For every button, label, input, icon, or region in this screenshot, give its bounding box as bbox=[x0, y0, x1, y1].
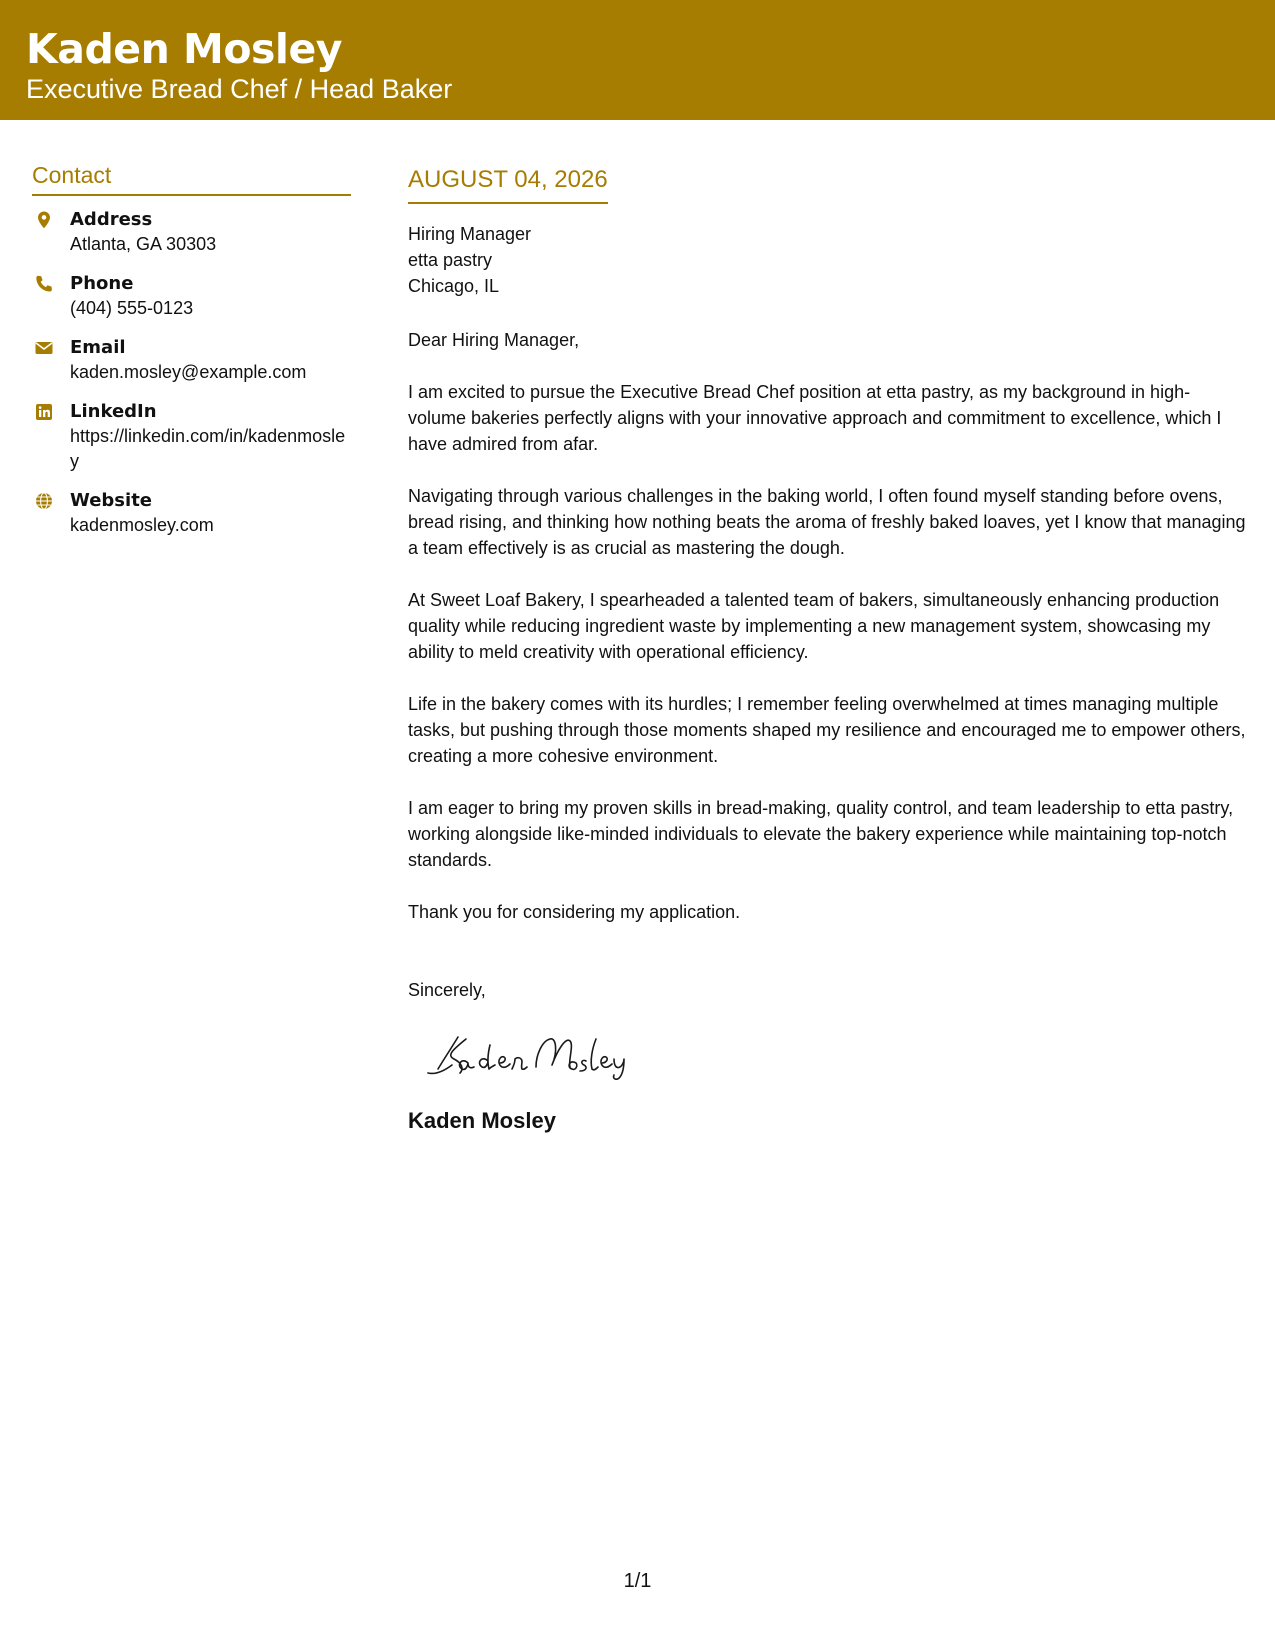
globe-icon bbox=[34, 491, 54, 511]
contact-label: Phone bbox=[70, 273, 134, 294]
envelope-icon bbox=[34, 338, 54, 358]
paragraph: I am excited to pursue the Executive Bread Chef position at etta pastry, as my background in high-volume bakeries perfectly aligns with your innovative approach and commitment to excellence, which I have admired from afar. bbox=[408, 382, 1222, 454]
contact-value: (404) 555-0123 bbox=[70, 298, 194, 318]
contact-label: Email bbox=[70, 337, 126, 358]
paragraph: Life in the bakery comes with its hurdles; I remember feeling overwhelmed at times managing multiple tasks, but pushing through those moments shaped my resilience and encouraged me to empower others, creating a more cohesive environment. bbox=[408, 694, 1246, 766]
closing: Sincerely, bbox=[408, 980, 486, 1000]
contact-label: Address bbox=[70, 209, 153, 230]
contact-value: kadenmosley.com bbox=[70, 515, 214, 535]
contact-sidebar bbox=[32, 160, 352, 553]
contact-value: https://linkedin.com/in/kadenmosley bbox=[70, 426, 346, 471]
contact-linkedin bbox=[32, 400, 352, 474]
letter-body bbox=[408, 164, 1248, 1135]
candidate-name: Kaden Mosley bbox=[26, 25, 343, 73]
contact-value: kaden.mosley@example.com bbox=[70, 362, 307, 382]
salutation: Dear Hiring Manager, bbox=[408, 330, 580, 350]
page-number: 1/1 bbox=[623, 1570, 652, 1592]
recipient-company: etta pastry bbox=[408, 250, 493, 270]
recipient-location: Chicago, IL bbox=[408, 276, 500, 296]
contact-email bbox=[32, 336, 352, 385]
signed-name: Kaden Mosley bbox=[408, 1108, 556, 1133]
contact-heading: Contact bbox=[32, 160, 351, 196]
contact-address bbox=[32, 208, 352, 257]
paragraph: I am eager to bring my proven skills in bread-making, quality control, and team leadership to etta pastry, working alongside like-minded individuals to elevate the bakery experience while maintaining top-notch standards. bbox=[408, 798, 1234, 870]
recipient-title: Hiring Manager bbox=[408, 224, 532, 244]
page-header bbox=[0, 0, 1275, 120]
contact-phone bbox=[32, 272, 352, 321]
contact-list bbox=[32, 208, 352, 538]
contact-label: Website bbox=[70, 490, 153, 511]
recipient-block bbox=[408, 221, 1248, 299]
signature-image bbox=[424, 1025, 654, 1085]
map-pin-icon bbox=[34, 210, 54, 230]
contact-website bbox=[32, 489, 352, 538]
letter-date: AUGUST 04, 2026 bbox=[408, 164, 608, 204]
contact-label: LinkedIn bbox=[70, 401, 157, 422]
candidate-role: Executive Bread Chef / Head Baker bbox=[26, 74, 453, 104]
phone-icon bbox=[34, 274, 54, 294]
contact-value: Atlanta, GA 30303 bbox=[70, 234, 217, 254]
paragraph: Thank you for considering my application. bbox=[408, 902, 741, 922]
signature bbox=[424, 1025, 654, 1085]
linkedin-icon bbox=[34, 402, 54, 422]
paragraph: Navigating through various challenges in the baking world, I often found myself standing before ovens, bread rising, and thinking how nothing beats the aroma of freshly baked loaves, yet I know that managing a team effectively is as crucial as mastering the dough. bbox=[408, 486, 1246, 558]
paragraph: At Sweet Loaf Bakery, I spearheaded a talented team of bakers, simultaneously enhancing production quality while reducing ingredient waste by implementing a new management system, showcasing my ability to meld creativity with operational efficiency. bbox=[408, 590, 1220, 662]
